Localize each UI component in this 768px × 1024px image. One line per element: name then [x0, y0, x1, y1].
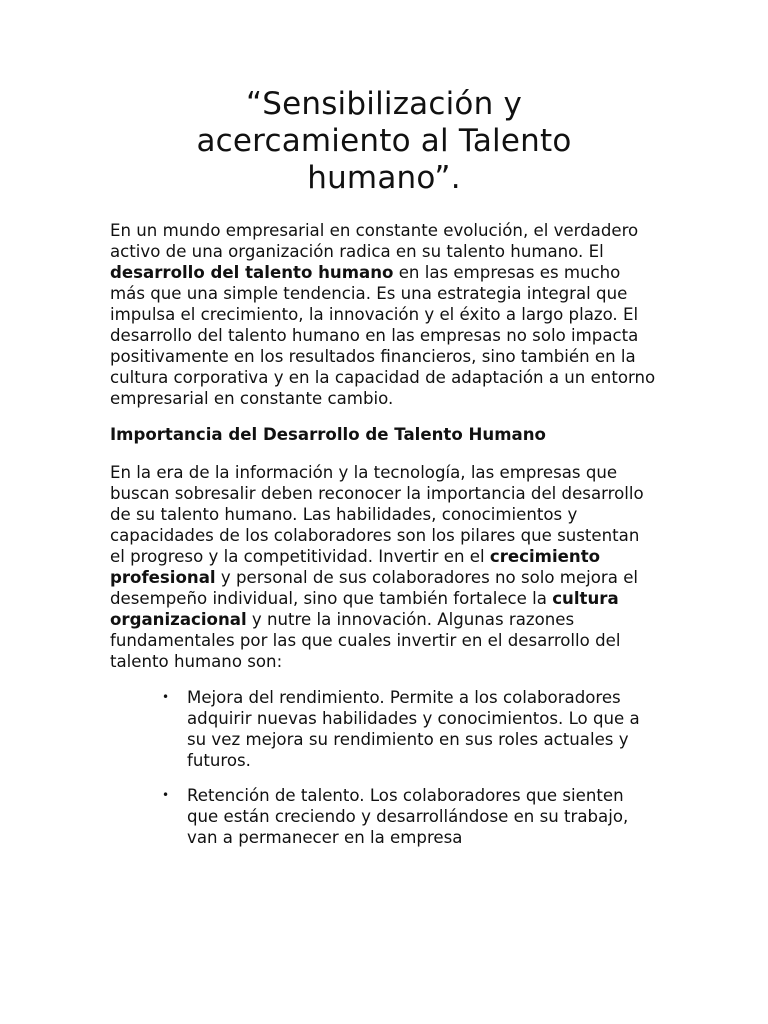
importance-text-middle: y personal de sus colaboradores no solo mejora el desempeño individual, sino que también fortalece la — [110, 568, 639, 608]
list-item-text: Mejora del rendimiento. Permite a los colaboradores adquirir nuevas habilidades y conocimientos. Lo que a su vez mejora su rendimiento en sus roles actuales y futuros. — [187, 688, 640, 770]
importance-text-end: y nutre la innovación. Algunas razones fundamentales por las que cuales invertir en el desarrollo del talento humano son: — [110, 610, 621, 671]
bullet-icon: • — [162, 788, 170, 802]
list-item-text: Retención de talento. Los colaboradores que sienten que están creciendo y desarrollándose en su trabajo, van a permanecer en la empresa — [187, 786, 629, 847]
document-body — [110, 220, 658, 862]
intro-paragraph — [110, 220, 658, 409]
importance-text-start: En la era de la información y la tecnología, las empresas que buscan sobresalir deben reconocer la importancia del desarrollo de su talento humano. Las habilidades, conocimientos y capacidades de los colaboradores son los pilares que sustentan el progreso y la competitividad. Invertir en el — [110, 463, 644, 566]
list-item — [162, 687, 658, 771]
reasons-list — [110, 687, 658, 848]
intro-bold-talent-development: desarrollo del talento humano — [110, 263, 394, 282]
intro-text-end: en las empresas es mucho más que una simple tendencia. Es una estrategia integral que impulsa el crecimiento, la innovación y el éxito a largo plazo. El desarrollo del talento humano en las empresas no solo impacta positivamente en los resultados financieros, sino también en la cultura corporativa y en la capacidad de adaptación a un entorno empresarial en constante cambio. — [110, 263, 656, 408]
bullet-icon: • — [162, 690, 170, 704]
document-title: “Sensibilización y acercamiento al Talento humano”. — [196, 86, 572, 196]
importance-paragraph — [110, 462, 658, 672]
importance-bold-professional-growth: crecimiento profesional — [110, 547, 601, 587]
section-heading: Importancia del Desarrollo de Talento Humano — [110, 425, 546, 444]
list-item — [162, 785, 658, 848]
importance-bold-organizational-culture: cultura organizacional — [110, 589, 619, 629]
intro-text-start: En un mundo empresarial en constante evolución, el verdadero activo de una organización radica en su talento humano. El — [110, 221, 639, 261]
